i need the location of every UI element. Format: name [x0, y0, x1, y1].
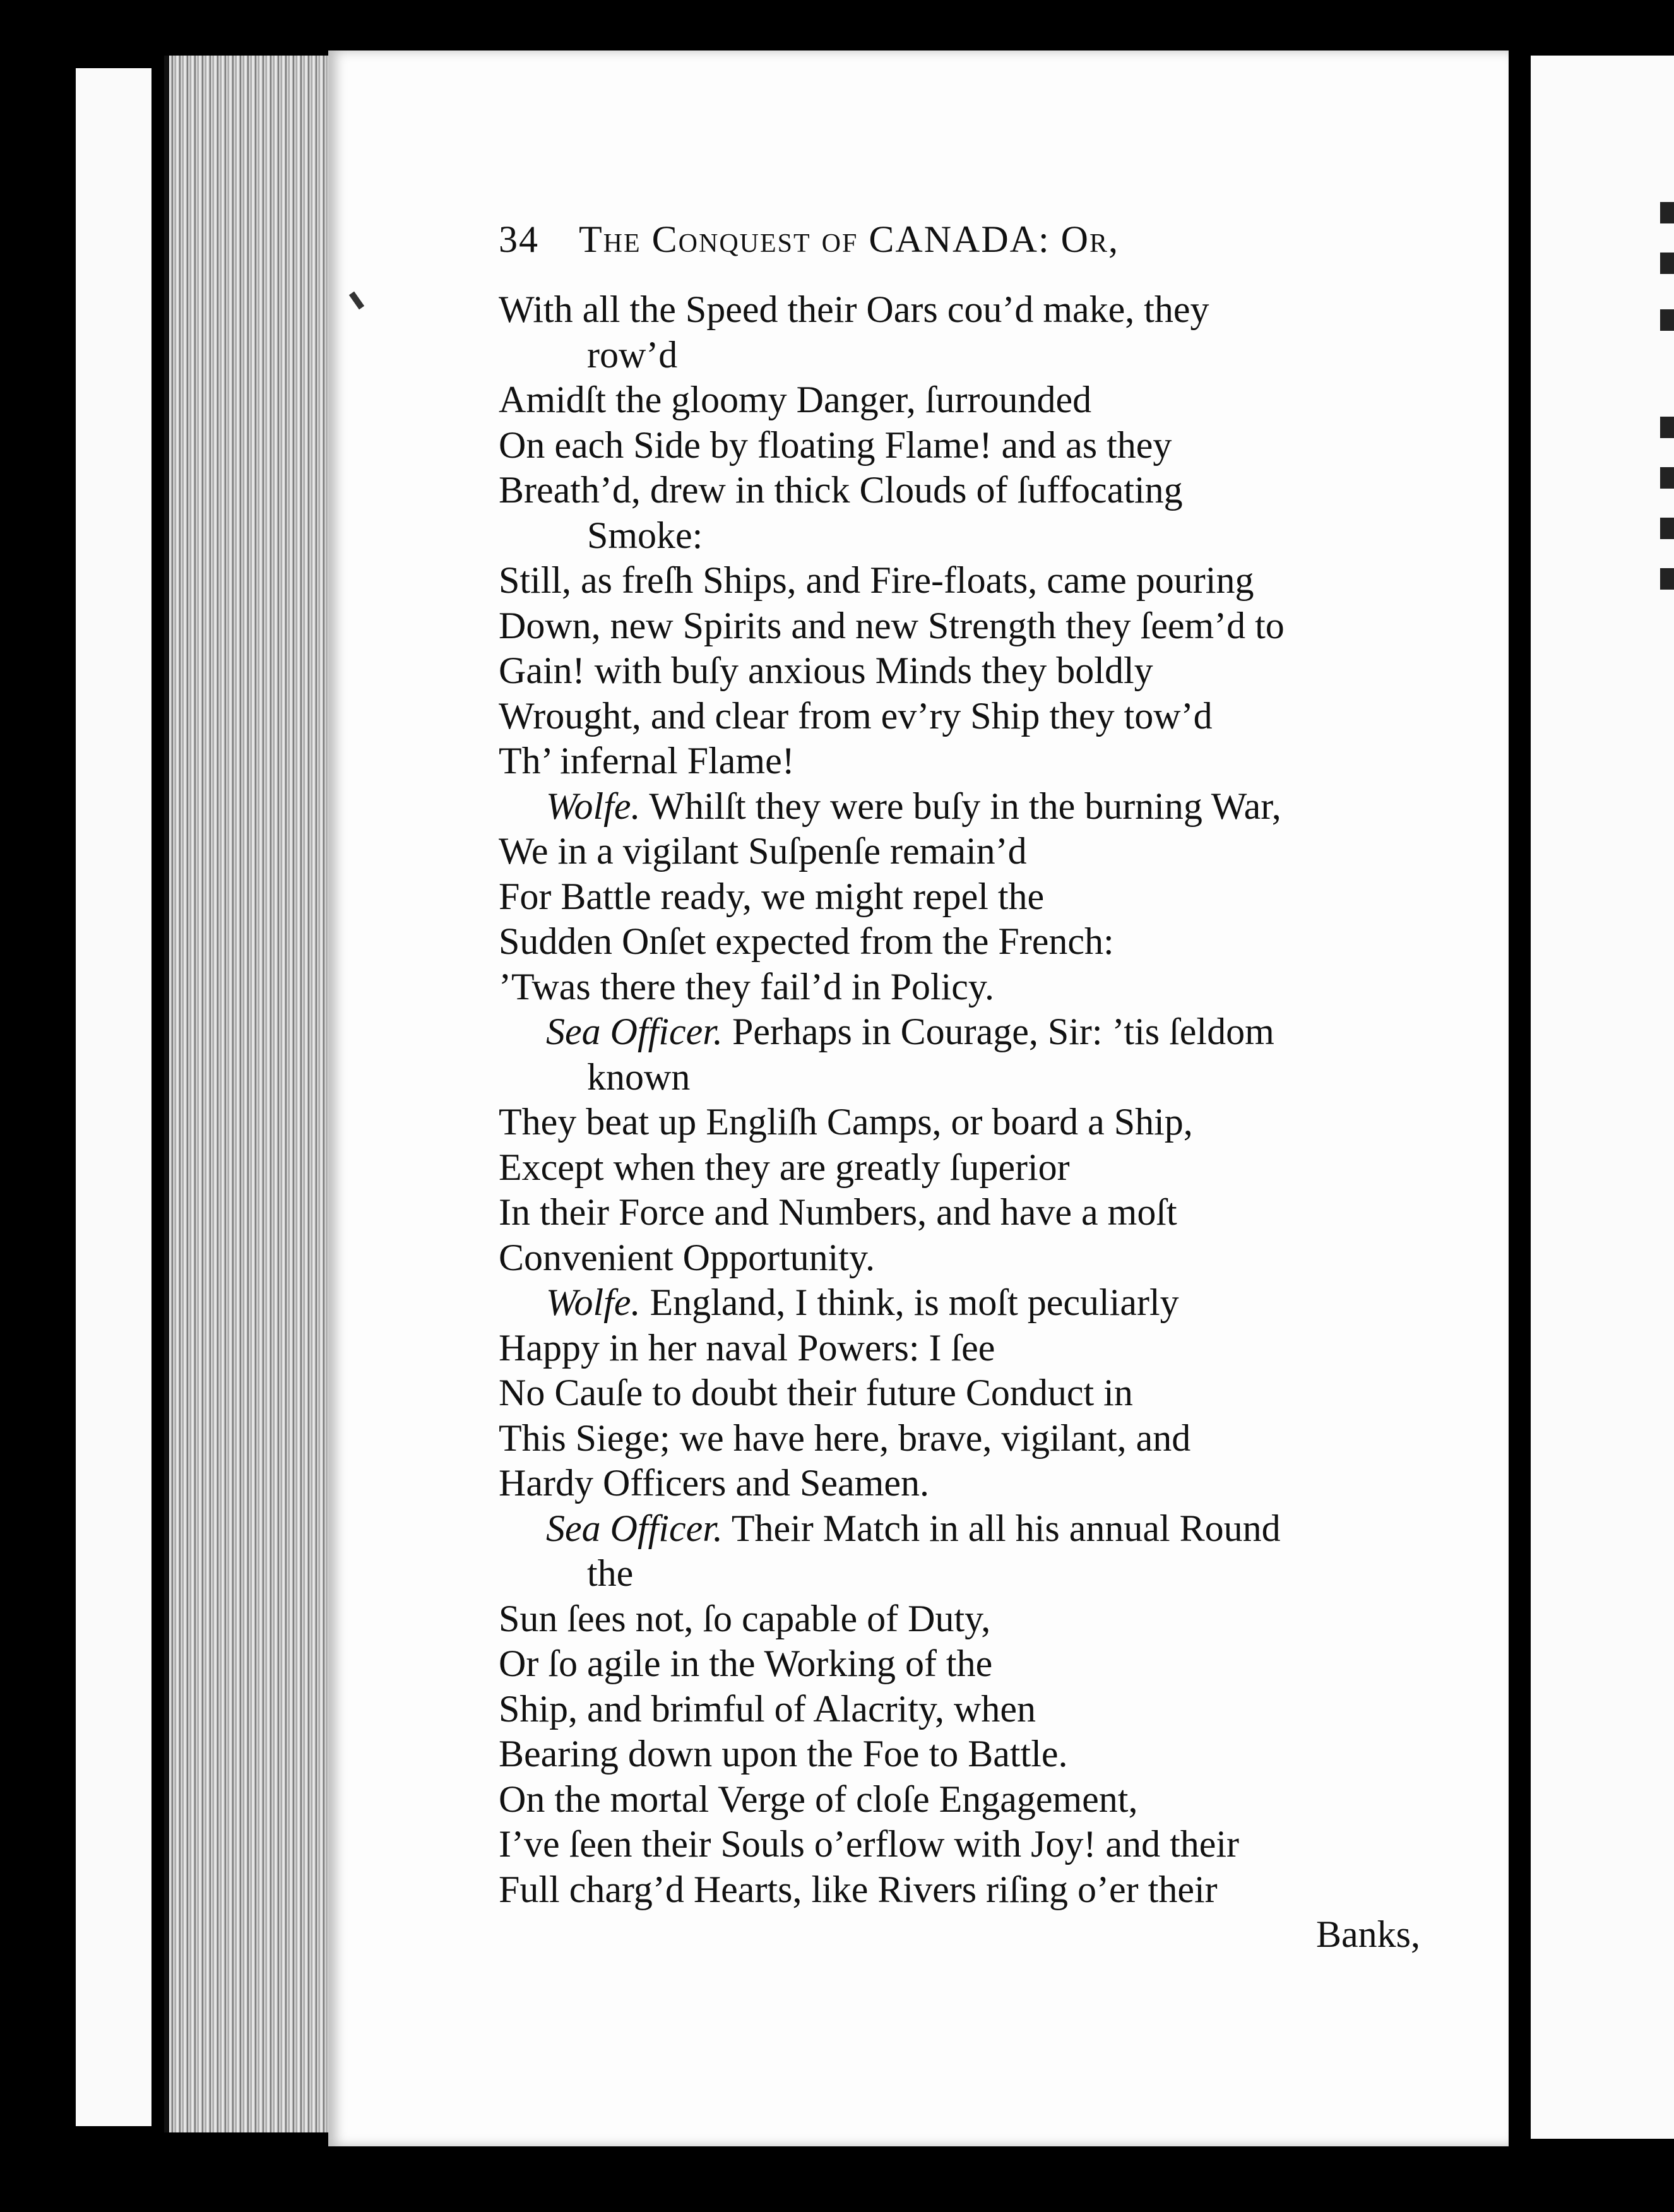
text-line: [499, 604, 1420, 649]
text-line: [499, 1100, 1420, 1145]
text-line: [499, 1597, 1420, 1642]
line-text: Full charg’d Hearts, like Rivers riſing o’er their: [499, 1868, 1218, 1910]
line-text: Gain! with buſy anxious Minds they boldly: [499, 650, 1153, 691]
text-line: [499, 1777, 1420, 1823]
speaker-name: Wolfe.: [546, 1281, 641, 1323]
line-text: Sun ſees not, ſo capable of Duty,: [499, 1597, 991, 1639]
text-line: [499, 1867, 1420, 1913]
line-text: ’Twas there they fail’d in Policy.: [499, 965, 995, 1008]
page-number: 34: [499, 218, 539, 260]
speech-line: [499, 1009, 1420, 1055]
text-line: [499, 378, 1420, 423]
speech-line: [499, 784, 1420, 830]
text-line: [499, 1235, 1420, 1281]
speech-line: [499, 1280, 1420, 1326]
line-text: Sudden Onſet expected from the French:: [499, 920, 1114, 962]
line-text: On the mortal Verge of cloſe Engagement,: [499, 1778, 1138, 1820]
book-page-edges: [164, 56, 340, 2132]
line-text: Bearing down upon the Foe to Battle.: [499, 1733, 1068, 1775]
line-text: Ship, and brimful of Alacrity, when: [499, 1687, 1036, 1730]
line-text: Still, as freſh Ships, and Fire-floats, came pouring: [499, 559, 1254, 601]
text-line: [499, 829, 1420, 874]
text-line: [499, 694, 1420, 739]
text-line: [499, 333, 1420, 378]
text-line: [499, 558, 1420, 604]
speaker-name: Wolfe.: [546, 785, 641, 827]
line-text: Perhaps in Courage, Sir: ’tis ſeldom: [722, 1011, 1274, 1052]
text-line: [499, 965, 1420, 1010]
scan-margin: [76, 68, 151, 2126]
line-text: I’ve ſeen their Souls o’erflow with Joy! and their: [499, 1823, 1240, 1865]
running-header: [499, 218, 1119, 261]
text-line: [499, 1912, 1420, 1958]
line-text: Smoke:: [587, 514, 703, 556]
line-text: the: [587, 1552, 634, 1594]
line-text: Happy in her naval Powers: I ſee: [499, 1326, 995, 1369]
facing-page-glyph: [1660, 568, 1674, 590]
facing-page-glyph: [1660, 518, 1674, 539]
line-text: Amidſt the gloomy Danger, ſurrounded: [499, 379, 1092, 420]
line-text: Th’ infernal Flame!: [499, 740, 795, 782]
line-text: Convenient Opportunity.: [499, 1236, 876, 1278]
text-line: [499, 1145, 1420, 1191]
line-text: Hardy Officers and Seamen.: [499, 1462, 929, 1504]
line-text: Wrought, and clear from ev’ry Ship they tow’d: [499, 694, 1213, 737]
facing-page-edge: [1531, 56, 1674, 2139]
text-line: [499, 1326, 1420, 1371]
text-line: [499, 513, 1420, 559]
line-text: row’d: [587, 333, 678, 376]
speech-line: [499, 1506, 1420, 1552]
speaker-name: Sea Officer.: [546, 1011, 723, 1052]
text-line: [499, 919, 1420, 965]
running-title: The Conquest of CANADA: Or,: [579, 218, 1120, 260]
text-line: [499, 739, 1420, 784]
text-line: [499, 287, 1420, 333]
text-line: [499, 468, 1420, 513]
text-line: [499, 1822, 1420, 1867]
text-line: [499, 1732, 1420, 1777]
line-text: Whilſt they were buſy in the burning War,: [640, 785, 1281, 827]
facing-page-glyph: [1660, 202, 1674, 223]
text-line: [499, 1055, 1420, 1100]
text-line: [499, 1551, 1420, 1597]
text-line: [499, 648, 1420, 694]
line-text: They beat up Engliſh Camps, or board a Ship,: [499, 1101, 1193, 1143]
facing-page-glyph: [1660, 467, 1674, 489]
line-text: With all the Speed their Oars cou’d make, they: [499, 288, 1209, 330]
text-line: [499, 1416, 1420, 1461]
facing-page-glyph: [1660, 309, 1674, 331]
text-line: [499, 1461, 1420, 1506]
text-line: [499, 1190, 1420, 1235]
text-line: [499, 1371, 1420, 1416]
line-text: This Siege; we have here, brave, vigilant, and: [499, 1417, 1191, 1459]
text-line: [499, 1687, 1420, 1732]
line-text: Breath’d, drew in thick Clouds of ſuffocating: [499, 469, 1183, 511]
text-line: [499, 1641, 1420, 1687]
line-text: Their Match in all his annual Round: [722, 1507, 1281, 1549]
text-line: [499, 423, 1420, 468]
line-text: known: [587, 1055, 691, 1098]
line-text: Down, new Spirits and new Strength they ſeem’d to: [499, 604, 1285, 646]
line-text: Except when they are greatly ſuperior: [499, 1146, 1070, 1188]
facing-page-glyph: [1660, 417, 1674, 438]
page-body-text: [499, 287, 1420, 1958]
text-line: [499, 874, 1420, 920]
line-text: We in a vigilant Suſpenſe remain’d: [499, 830, 1027, 872]
facing-page-glyph: [1660, 253, 1674, 274]
line-text: Or ſo agile in the Working of the: [499, 1643, 993, 1684]
line-text: On each Side by floating Flame! and as they: [499, 424, 1172, 466]
line-text: Banks,: [1316, 1913, 1420, 1955]
line-text: England, I think, is moſt peculiarly: [640, 1281, 1179, 1323]
line-text: No Cauſe to doubt their future Conduct in: [499, 1372, 1133, 1413]
line-text: For Battle ready, we might repel the: [499, 875, 1045, 917]
speaker-name: Sea Officer.: [546, 1507, 723, 1549]
line-text: In their Force and Numbers, and have a moſt: [499, 1191, 1177, 1233]
